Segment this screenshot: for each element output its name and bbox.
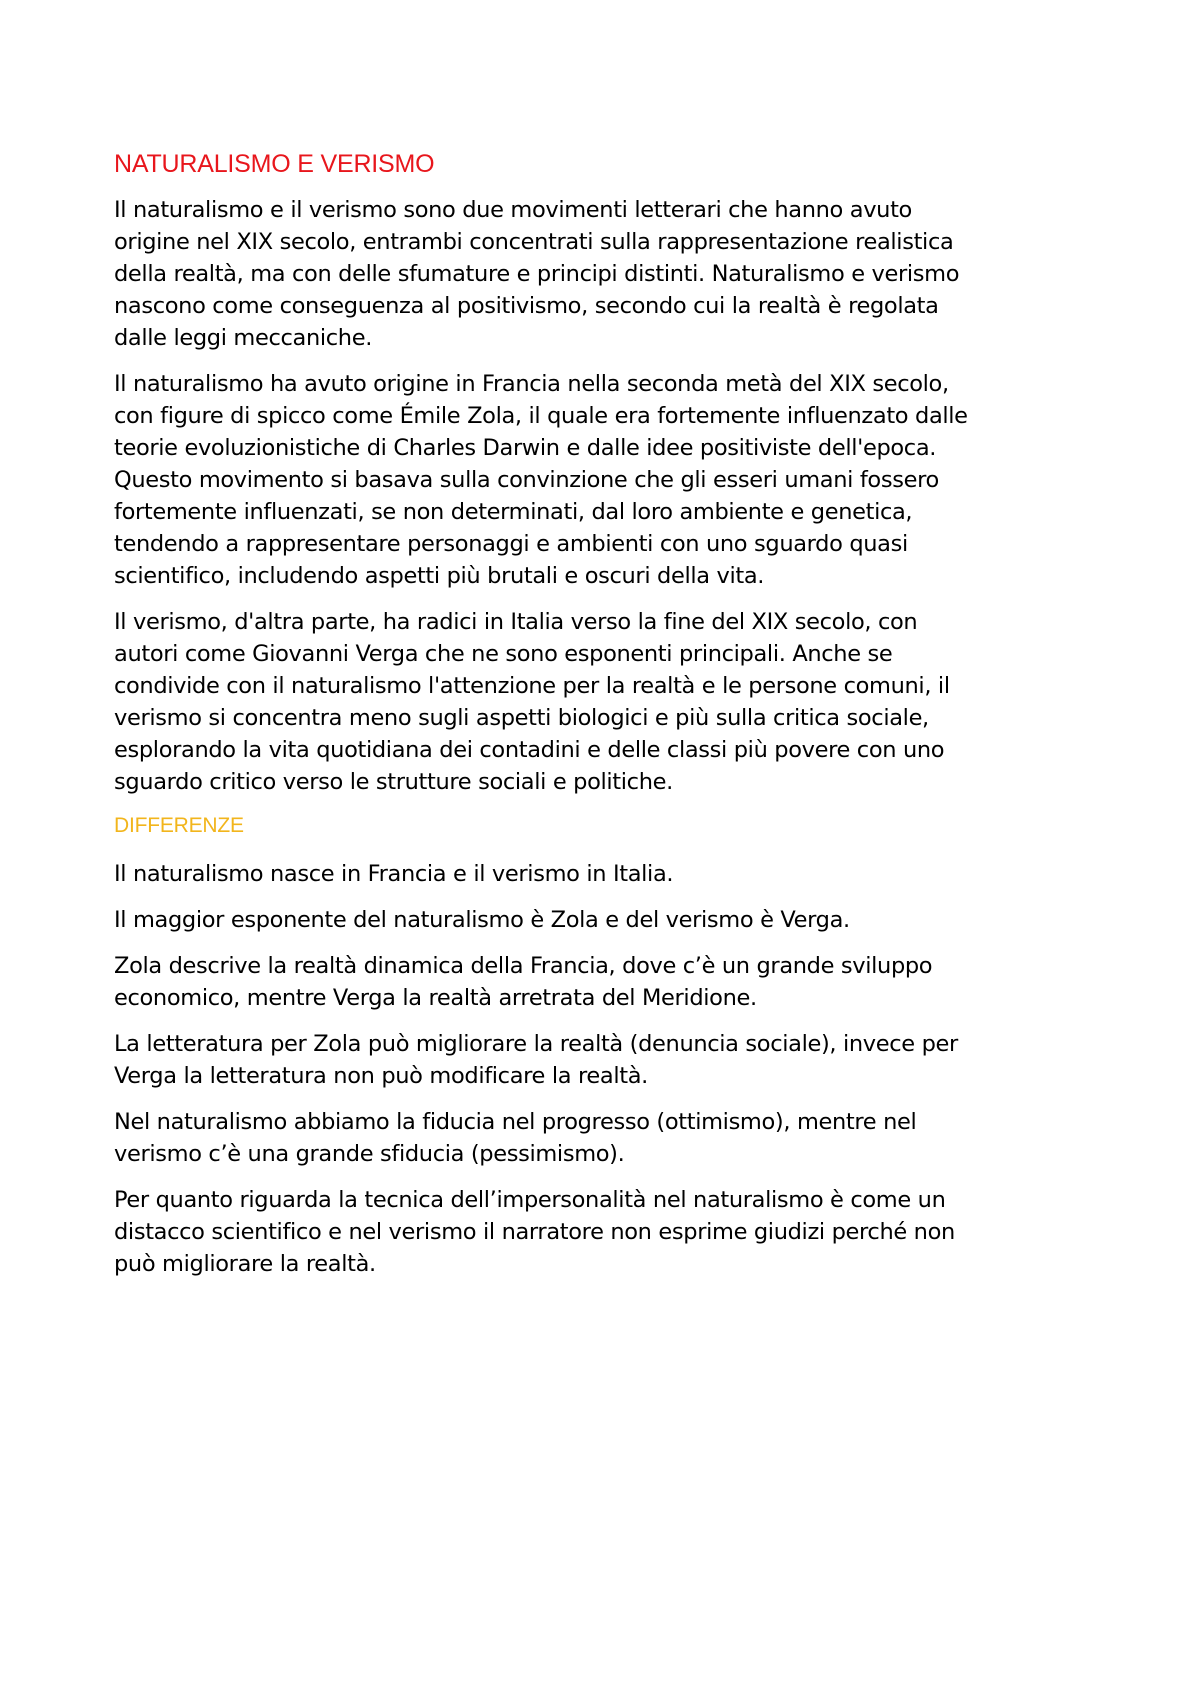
text-line: La letteratura per Zola può migliorare la realtà (denuncia sociale), invece per	[114, 1031, 958, 1057]
text-line: della realtà, ma con delle sfumature e principi distinti. Naturalismo e verismo	[114, 261, 960, 287]
text-line: verismo c’è una grande sfiducia (pessimismo).	[114, 1141, 625, 1167]
text-line: Il naturalismo nasce in Francia e il verismo in Italia.	[114, 861, 674, 887]
intro-paragraph	[114, 194, 1074, 354]
document-content	[114, 148, 1074, 1294]
differences-paragraph	[114, 904, 1074, 936]
text-line: con figure di spicco come Émile Zola, il quale era fortemente influenzato dalle	[114, 403, 968, 429]
text-line: scientifico, includendo aspetti più brutali e oscuri della vita.	[114, 563, 765, 589]
text-line: dalle leggi meccaniche.	[114, 325, 373, 351]
text-line: Verga la letteratura non può modificare la realtà.	[114, 1063, 648, 1089]
text-line: verismo si concentra meno sugli aspetti biologici e più sulla critica sociale,	[114, 705, 929, 731]
text-line: nascono come conseguenza al positivismo, secondo cui la realtà è regolata	[114, 293, 939, 319]
text-line: condivide con il naturalismo l'attenzione per la realtà e le persone comuni, il	[114, 673, 950, 699]
text-line: distacco scientifico e nel verismo il narratore non esprime giudizi perché non	[114, 1219, 955, 1245]
document-title: NATURALISMO E VERISMO	[114, 150, 435, 178]
text-line: esplorando la vita quotidiana dei contadini e delle classi più povere con uno	[114, 737, 945, 763]
differences-paragraph	[114, 1184, 1074, 1280]
text-line: Nel naturalismo abbiamo la fiducia nel progresso (ottimismo), mentre nel	[114, 1109, 917, 1135]
differences-paragraph	[114, 1106, 1074, 1170]
differences-paragraph	[114, 1028, 1074, 1092]
text-line: origine nel XIX secolo, entrambi concentrati sulla rappresentazione realistica	[114, 229, 954, 255]
text-line: sguardo critico verso le strutture sociali e politiche.	[114, 769, 673, 795]
differences-section	[114, 858, 1074, 1280]
text-line: Il naturalismo e il verismo sono due movimenti letterari che hanno avuto	[114, 197, 912, 223]
intro-section	[114, 194, 1074, 798]
text-line: può migliorare la realtà.	[114, 1251, 376, 1277]
text-line: teorie evoluzionistiche di Charles Darwin e dalle idee positiviste dell'epoca.	[114, 435, 937, 461]
intro-paragraph	[114, 606, 1074, 798]
text-line: Il verismo, d'altra parte, ha radici in Italia verso la fine del XIX secolo, con	[114, 609, 918, 635]
intro-paragraph	[114, 368, 1074, 592]
differences-paragraph	[114, 858, 1074, 890]
text-line: Il maggior esponente del naturalismo è Zola e del verismo è Verga.	[114, 907, 850, 933]
text-line: fortemente influenzati, se non determinati, dal loro ambiente e genetica,	[114, 499, 913, 525]
text-line: autori come Giovanni Verga che ne sono esponenti principali. Anche se	[114, 641, 893, 667]
text-line: tendendo a rappresentare personaggi e ambienti con uno sguardo quasi	[114, 531, 908, 557]
differences-paragraph	[114, 950, 1074, 1014]
section-heading-differenze: DIFFERENZE	[114, 814, 244, 837]
text-line: economico, mentre Verga la realtà arretrata del Meridione.	[114, 985, 757, 1011]
text-line: Il naturalismo ha avuto origine in Francia nella seconda metà del XIX secolo,	[114, 371, 949, 397]
text-line: Per quanto riguarda la tecnica dell’impersonalità nel naturalismo è come un	[114, 1187, 946, 1213]
text-line: Questo movimento si basava sulla convinzione che gli esseri umani fossero	[114, 467, 939, 493]
text-line: Zola descrive la realtà dinamica della Francia, dove c’è un grande sviluppo	[114, 953, 933, 979]
